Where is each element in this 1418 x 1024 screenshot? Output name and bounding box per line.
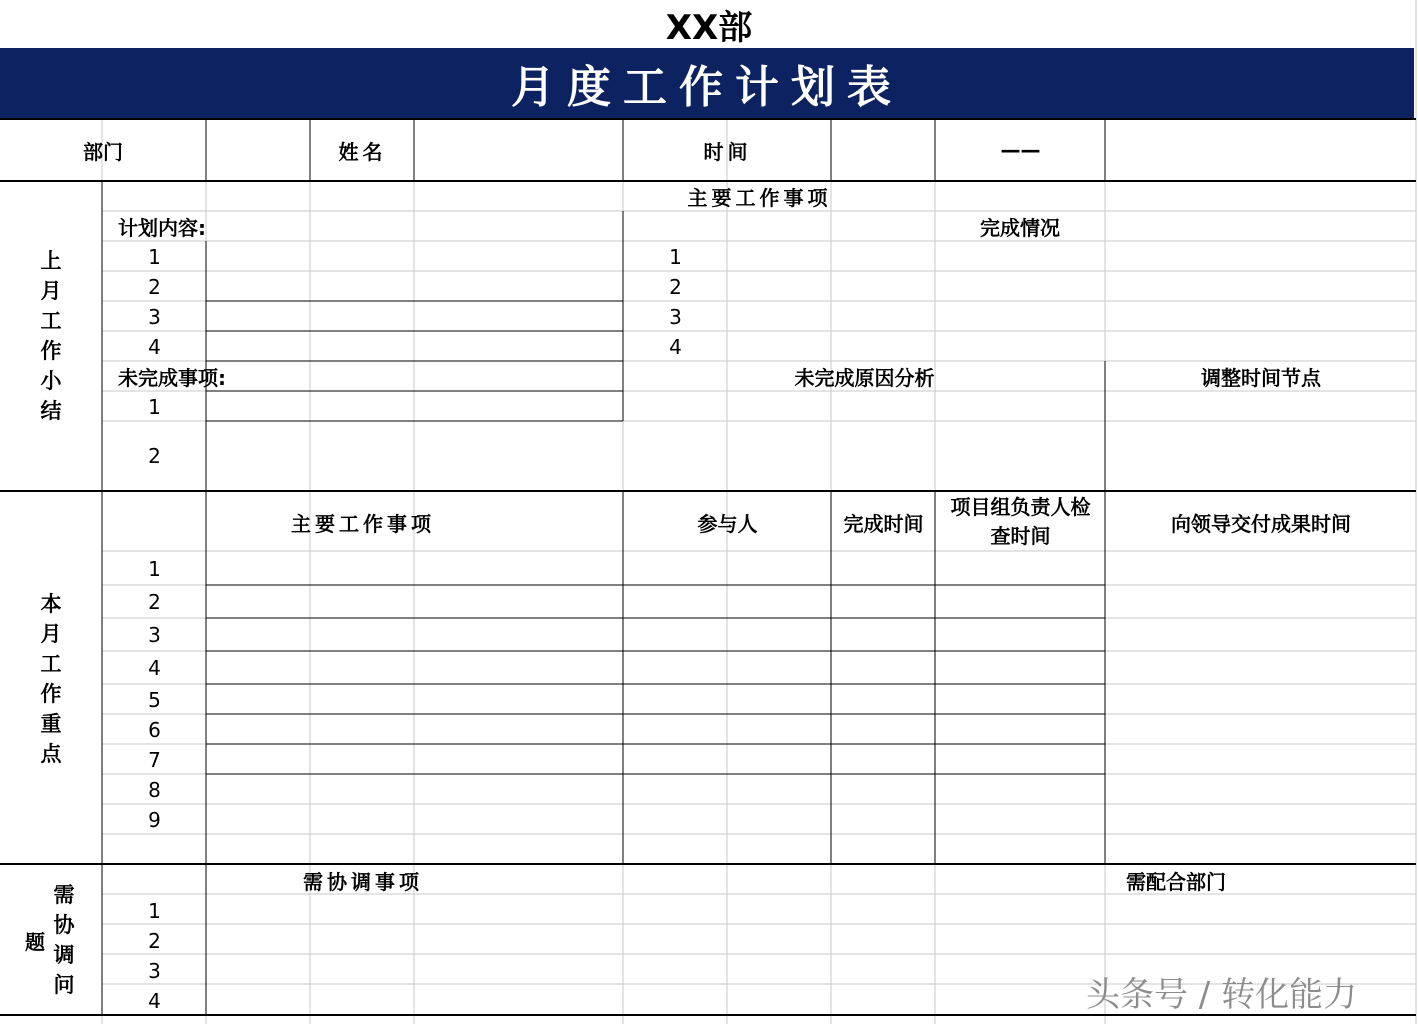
vertical-label-char: 本 bbox=[40, 591, 62, 616]
coordination-row-number: 3 bbox=[148, 958, 161, 983]
completion-row-number: 2 bbox=[669, 274, 682, 299]
coordination-items-header: 需协调事项 bbox=[303, 869, 423, 894]
vertical-label-char: 结 bbox=[40, 399, 62, 423]
task-row-number: 4 bbox=[148, 656, 161, 680]
time-dash: —— bbox=[1000, 138, 1041, 162]
dept-label: 部门 bbox=[83, 139, 123, 164]
completion-row-number: 1 bbox=[669, 244, 682, 269]
name-value-cell[interactable] bbox=[415, 120, 623, 180]
task-row-number: 9 bbox=[148, 807, 161, 832]
vertical-label-char: 调 bbox=[53, 943, 75, 967]
vertical-label-char: 月 bbox=[40, 279, 62, 303]
name-label: 姓名 bbox=[338, 139, 387, 164]
task-row-number: 2 bbox=[148, 590, 161, 614]
unfinished-row-number: 2 bbox=[148, 444, 161, 468]
last-month-summary-label bbox=[0, 182, 102, 490]
plan-row-number: 3 bbox=[148, 304, 161, 329]
vertical-label-char: 问 bbox=[53, 973, 75, 997]
department-title: XX部 bbox=[665, 7, 753, 48]
last-month-main-items-header: 主要工作事项 bbox=[687, 186, 832, 210]
unfinished-items-label: 未完成事项: bbox=[118, 366, 226, 390]
coordination-issues-label bbox=[50, 880, 78, 1000]
leader-check-time-line-2: 查时间 bbox=[990, 524, 1051, 548]
vertical-label-char: 作 bbox=[40, 339, 62, 363]
unfinished-reason-header: 未完成原因分析 bbox=[794, 366, 935, 390]
completion-status-header: 完成情况 bbox=[980, 216, 1060, 240]
watermark-text: 头条号 / 转化能力 bbox=[1086, 974, 1358, 1015]
task-row-number: 7 bbox=[148, 747, 161, 772]
completion-time-header: 完成时间 bbox=[843, 511, 924, 536]
vertical-label-char: 月 bbox=[40, 621, 62, 646]
vertical-label-char: 需 bbox=[53, 883, 75, 907]
coordination-label-side: 题 bbox=[25, 929, 45, 954]
coordination-row-number: 2 bbox=[148, 928, 161, 953]
vertical-label-char: 协 bbox=[53, 913, 75, 937]
time-start-cell[interactable] bbox=[832, 120, 935, 180]
plan-row-number: 2 bbox=[148, 274, 161, 299]
vertical-label-char: 工 bbox=[40, 309, 62, 333]
plan-row-number: 4 bbox=[148, 334, 161, 359]
vertical-label-char: 小 bbox=[40, 369, 62, 393]
vertical-label-char: 工 bbox=[40, 651, 62, 676]
this-month-focus-label bbox=[0, 493, 102, 864]
unfinished-row-number: 1 bbox=[148, 394, 161, 419]
task-row-number: 5 bbox=[148, 687, 161, 712]
plan-row-number: 1 bbox=[148, 244, 161, 269]
adjust-time-header: 调整时间节点 bbox=[1201, 366, 1321, 390]
task-row-number: 6 bbox=[148, 717, 161, 742]
plan-content-label: 计划内容: bbox=[118, 216, 206, 240]
time-end-cell[interactable] bbox=[1106, 120, 1416, 180]
leader-check-time-header bbox=[936, 493, 1105, 551]
vertical-label-char: 作 bbox=[40, 681, 62, 706]
form-title-banner: 月度工作计划表 bbox=[0, 48, 1414, 118]
vertical-label-char: 点 bbox=[40, 741, 62, 766]
coordination-row-number: 4 bbox=[148, 988, 161, 1013]
cooperating-dept-header: 需配合部门 bbox=[1126, 869, 1226, 894]
vertical-label-char: 上 bbox=[40, 249, 62, 273]
completion-row-number: 3 bbox=[669, 304, 682, 329]
completion-row-number: 4 bbox=[669, 334, 682, 359]
deliver-to-leader-time-header: 向领导交付成果时间 bbox=[1171, 511, 1351, 536]
task-row-number: 1 bbox=[148, 557, 161, 581]
coordination-row-number: 1 bbox=[148, 898, 161, 923]
task-row-number: 3 bbox=[148, 623, 161, 647]
time-label: 时间 bbox=[703, 139, 752, 164]
task-row-number: 8 bbox=[148, 777, 161, 802]
dept-value-cell[interactable] bbox=[207, 120, 310, 180]
vertical-label-char: 重 bbox=[40, 711, 62, 736]
this-month-items-header: 主要工作事项 bbox=[291, 511, 435, 536]
participants-header: 参与人 bbox=[697, 511, 758, 536]
leader-check-time-line-1: 项目组负责人检 bbox=[950, 495, 1091, 519]
